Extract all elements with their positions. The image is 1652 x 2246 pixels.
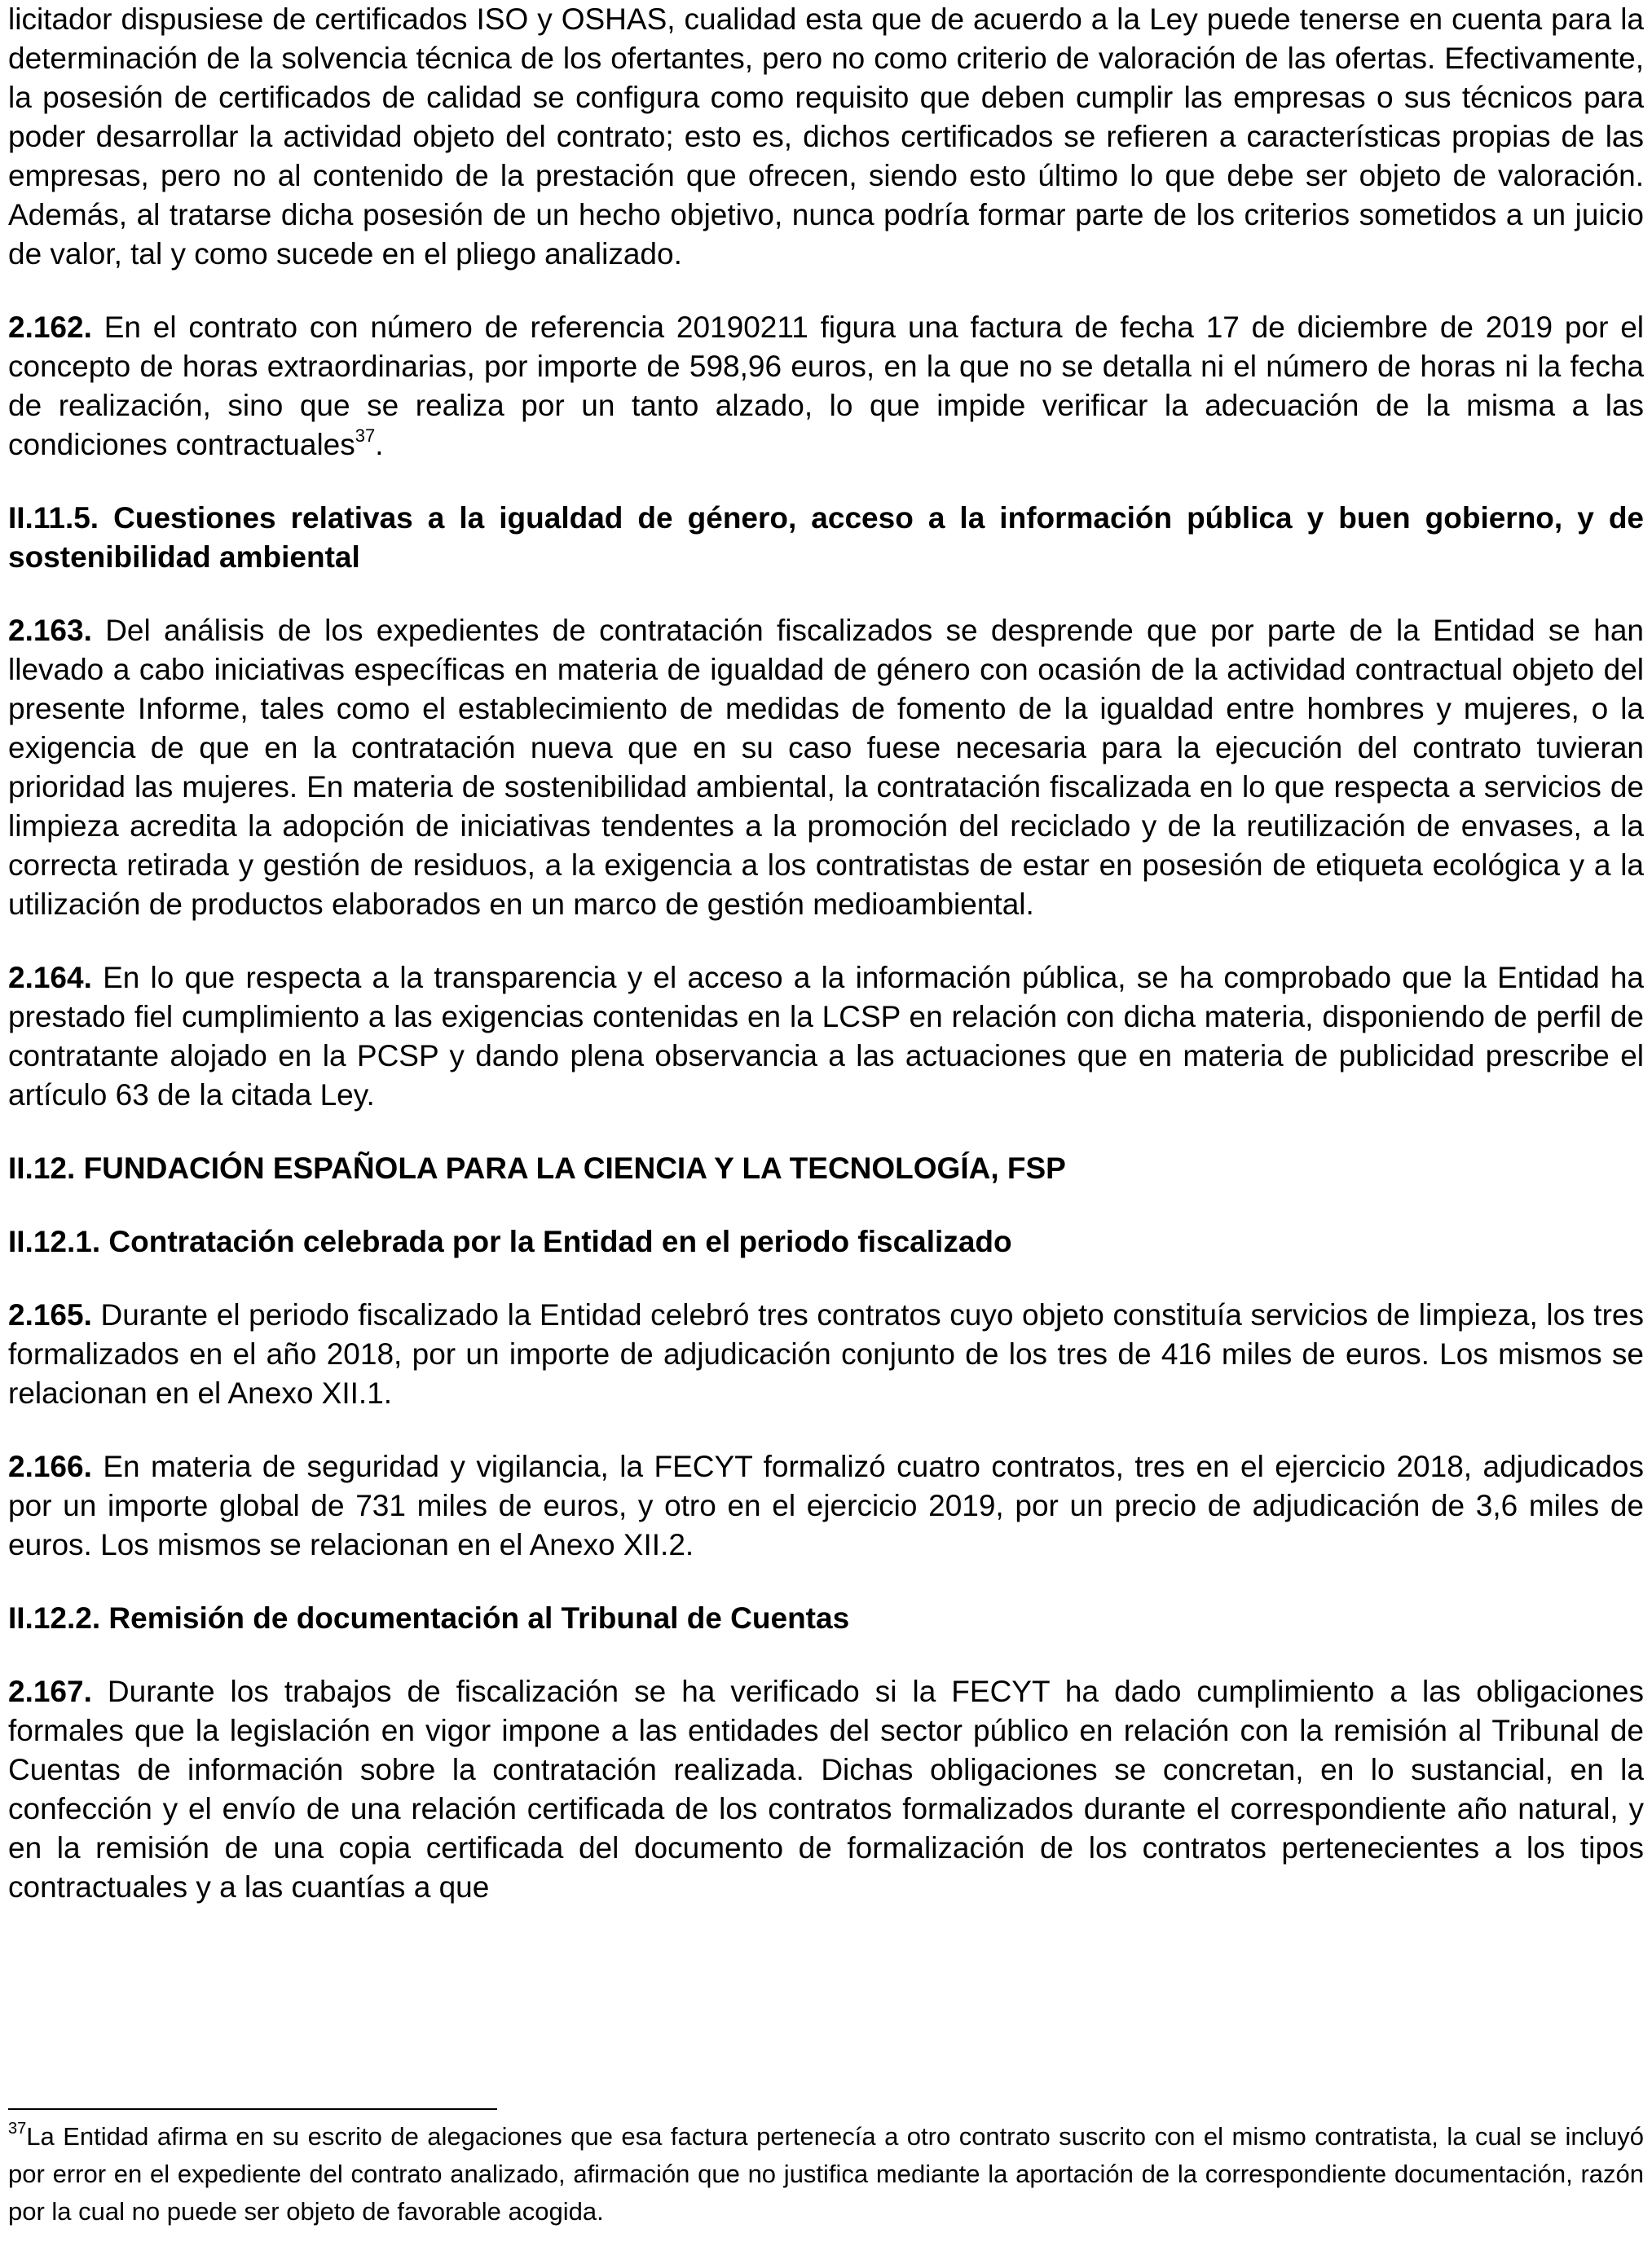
paragraph-2-162: [8, 308, 1644, 465]
paragraph-number: 2.167.: [8, 1675, 92, 1708]
paragraph-text: En lo que respecta a la transparencia y el acceso a la información pública, se ha comprobado que la Entidad ha prestado fiel cumplimiento a las exigencias contenidas en la LCSP en relación con dicha materia, disponiendo de perfil de contratante alojado en la PCSP y dando plena observancia a las actuaciones que en materia de publicidad prescribe el artículo 63 de la citada Ley.: [8, 961, 1645, 1112]
paragraph-number: 2.166.: [8, 1450, 92, 1483]
heading-text: Remisión de documentación al Tribunal de Cuentas: [108, 1601, 850, 1635]
paragraph-2-166: [8, 1447, 1644, 1565]
footnote-number: 37: [8, 2120, 27, 2138]
heading-text: Contratación celebrada por la Entidad en el periodo fiscalizado: [108, 1225, 1012, 1258]
heading-text: Cuestiones relativas a la igualdad de género, acceso a la información pública y buen gobierno, y de sostenibilidad ambiental: [8, 501, 1644, 574]
heading-number: II.12.1.: [8, 1225, 101, 1258]
paragraph-2-163: [8, 611, 1644, 924]
heading-number: II.12.: [8, 1152, 76, 1185]
heading-text: FUNDACIÓN ESPAÑOLA PARA LA CIENCIA Y LA TECNOLOGÍA, FSP: [83, 1152, 1066, 1185]
paragraph-text: En el contrato con número de referencia 20190211 figura una factura de fecha 17 de diciembre de 2019 por el concepto de horas extraordinarias, por importe de 598,96 euros, en la que no se detalla ni el número de horas ni la fecha de realización, sino que se realiza por un tanto alzado, lo que impide verificar la adecuación de la misma a las condiciones contractuales: [8, 310, 1644, 461]
paragraph-number: 2.162.: [8, 310, 92, 344]
document-page: [8, 0, 1644, 1907]
footnote-divider: [8, 2108, 497, 2110]
paragraph-end-punctuation: .: [375, 428, 384, 461]
section-heading-ii-11-5: [8, 499, 1644, 577]
paragraph-text: Del análisis de los expedientes de contratación fiscalizados se desprende que por parte de la Entidad se han llevado a cabo iniciativas específicas en materia de igualdad de género con ocasión de la actividad contractual objeto del presente Informe, tales como el establecimiento de medidas de fomento de la igualdad entre hombres y mujeres, o la exigencia de que en la contratación nueva que en su caso fuese necesaria para la ejecución del contrato tuvieran prioridad las mujeres. En materia de sostenibilidad ambiental, la contratación fiscalizada en lo que respecta a servicios de limpieza acredita la adopción de iniciativas tendentes a la promoción del reciclado y de la reutilización de envases, a la correcta retirada y gestión de residuos, a la exigencia a los contratistas de estar en posesión de etiqueta ecológica y a la utilización de productos elaborados en un marco de gestión medioambiental.: [8, 614, 1644, 921]
paragraph-2-167: [8, 1672, 1644, 1907]
paragraph-text: Durante los trabajos de fiscalización se ha verificado si la FECYT ha dado cumplimiento a las obligaciones formales que la legislación en vigor impone a las entidades del sector público en relación con la remisión al Tribunal de Cuentas de información sobre la contratación realizada. Dichas obligaciones se concretan, en lo sustancial, en la confección y el envío de una relación certificada de los contratos formalizados durante el correspondiente año natural, y en la remisión de una copia certificada del documento de formalización de los contratos pertenecientes a los tipos contractuales y a las cuantías a que: [8, 1675, 1644, 1904]
paragraph-number: 2.164.: [8, 961, 92, 994]
section-heading-ii-12: [8, 1149, 1644, 1188]
paragraph-number: 2.165.: [8, 1298, 92, 1332]
paragraph-continuation: [8, 0, 1644, 274]
heading-number: II.12.2.: [8, 1601, 101, 1635]
footnote-37: [8, 2118, 1644, 2231]
footnote-reference[interactable]: 37: [355, 425, 376, 446]
section-heading-ii-12-2: [8, 1599, 1644, 1638]
paragraph-text: licitador dispusiese de certificados ISO y OSHAS, cualidad esta que de acuerdo a la Ley puede tenerse en cuenta para la determinación de la solvencia técnica de los ofertantes, pero no como criterio de valoración de las ofertas. Efectivamente, la posesión de certificados de calidad se configura como requisito que deben cumplir las empresas o sus técnicos para poder desarrollar la actividad objeto del contrato; esto es, dichos certificados se refieren a características propias de las empresas, pero no al contenido de la prestación que ofrecen, siendo esto último lo que debe ser objeto de valoración. Además, al tratarse dicha posesión de un hecho objetivo, nunca podría formar parte de los criterios sometidos a un juicio de valor, tal y como sucede en el pliego analizado.: [8, 2, 1644, 271]
paragraph-text: En materia de seguridad y vigilancia, la FECYT formalizó cuatro contratos, tres en el ejercicio 2018, adjudicados por un importe global de 731 miles de euros, y otro en el ejercicio 2019, por un precio de adjudicación de 3,6 miles de euros. Los mismos se relacionan en el Anexo XII.2.: [8, 1450, 1644, 1561]
heading-number: II.11.5.: [8, 501, 99, 535]
section-heading-ii-12-1: [8, 1222, 1644, 1262]
paragraph-2-164: [8, 958, 1644, 1115]
paragraph-text: Durante el periodo fiscalizado la Entidad celebró tres contratos cuyo objeto constituía servicios de limpieza, los tres formalizados en el año 2018, por un importe de adjudicación conjunto de los tres de 416 miles de euros. Los mismos se relacionan en el Anexo XII.1.: [8, 1298, 1644, 1410]
paragraph-2-165: [8, 1296, 1644, 1413]
paragraph-number: 2.163.: [8, 614, 92, 647]
footnote-text: La Entidad afirma en su escrito de alegaciones que esa factura pertenecía a otro contrato suscrito con el mismo contratista, la cual se incluyó por error en el expediente del contrato analizado, afirmación que no justifica mediante la aportación de la correspondiente documentación, razón por la cual no puede ser objeto de favorable acogida.: [8, 2122, 1644, 2226]
